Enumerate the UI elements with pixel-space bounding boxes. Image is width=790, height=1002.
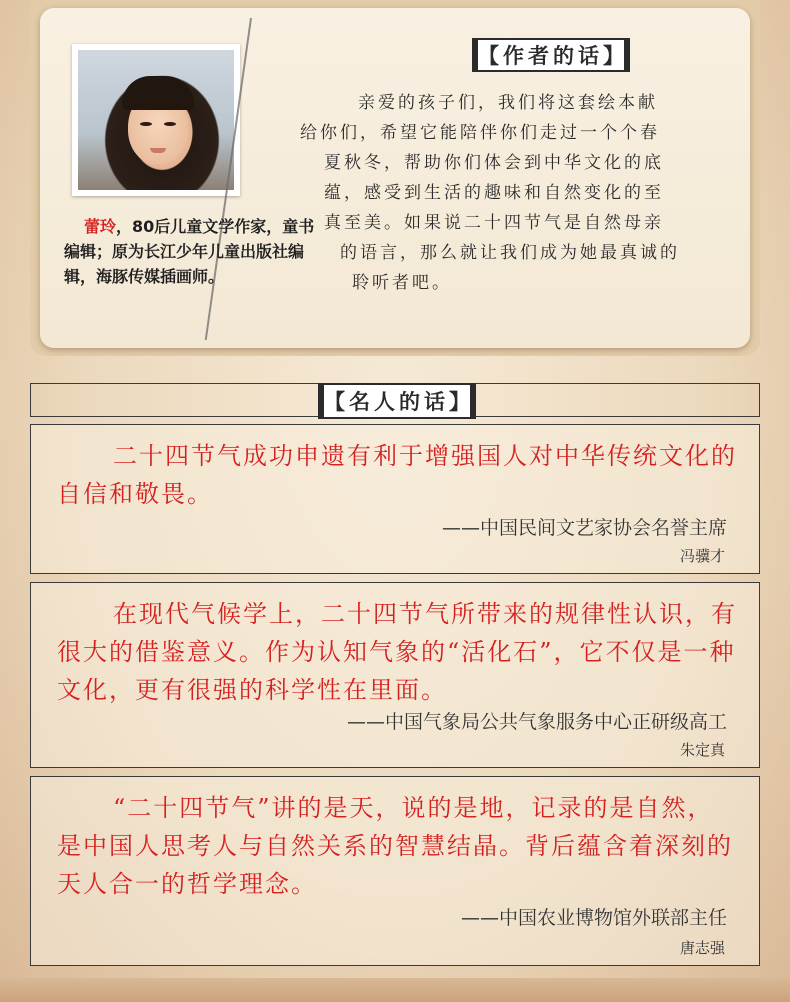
quote-text: 二十四节气成功申遗有利于增强国人对中华传统文化的自信和敬畏。 <box>57 442 737 508</box>
quote-source: ——中国气象局公共气象服务中心正研级高工 <box>346 711 727 733</box>
author-message-line: 的语言，那么就让我们成为她最真诚的 <box>340 243 680 263</box>
celebrity-heading: 【名人的话】 <box>318 383 476 419</box>
quote-source: ——中国民间文艺家协会名誉主席 <box>441 517 727 539</box>
author-bio-text: ，80后儿童文学作家，童书编辑；原为长江少年儿童出版社编辑，海豚传媒插画师。 <box>64 217 315 286</box>
quote-card <box>30 776 760 966</box>
quote-person: 朱定真 <box>679 741 725 759</box>
author-hair <box>122 76 194 110</box>
quote-source: ——中国农业博物馆外联部主任 <box>460 907 727 929</box>
quote-text: 在现代气候学上，二十四节气所带来的规律性认识，有很大的借鉴意义。作为认知气象的“活化石”，它不仅是一种文化，更有很强的科学性在里面。 <box>57 600 737 704</box>
author-heading: 【作者的话】 <box>472 38 630 72</box>
author-message-line: 真至美。如果说二十四节气是自然母亲 <box>324 213 664 233</box>
author-message-line: 聆听者吧。 <box>352 273 452 293</box>
bottom-border <box>0 978 790 1002</box>
author-photo <box>72 44 240 196</box>
quote-text: “二十四节气”讲的是天，说的是地，记录的是自然，是中国人思考人与自然关系的智慧结晶。背后蕴含着深刻的天人合一的哲学理念。 <box>57 794 733 898</box>
author-message-line: 夏秋冬，帮助你们体会到中华文化的底 <box>324 153 664 173</box>
author-mouth <box>150 148 166 153</box>
author-message-line: 亲爱的孩子们，我们将这套绘本献 <box>358 93 658 113</box>
author-message-line: 给你们，希望它能陪伴你们走过一个个春 <box>300 123 660 143</box>
author-message <box>300 88 726 298</box>
author-message-line: 蕴，感受到生活的趣味和自然变化的至 <box>324 183 664 203</box>
quote-card <box>30 582 760 768</box>
author-bio <box>64 214 326 289</box>
quote-person: 冯骥才 <box>679 547 725 565</box>
quote-person: 唐志强 <box>679 939 725 957</box>
author-eye-left <box>140 122 152 126</box>
author-eye-right <box>164 122 176 126</box>
quote-card <box>30 424 760 574</box>
author-name: 蕾玲 <box>84 217 117 236</box>
